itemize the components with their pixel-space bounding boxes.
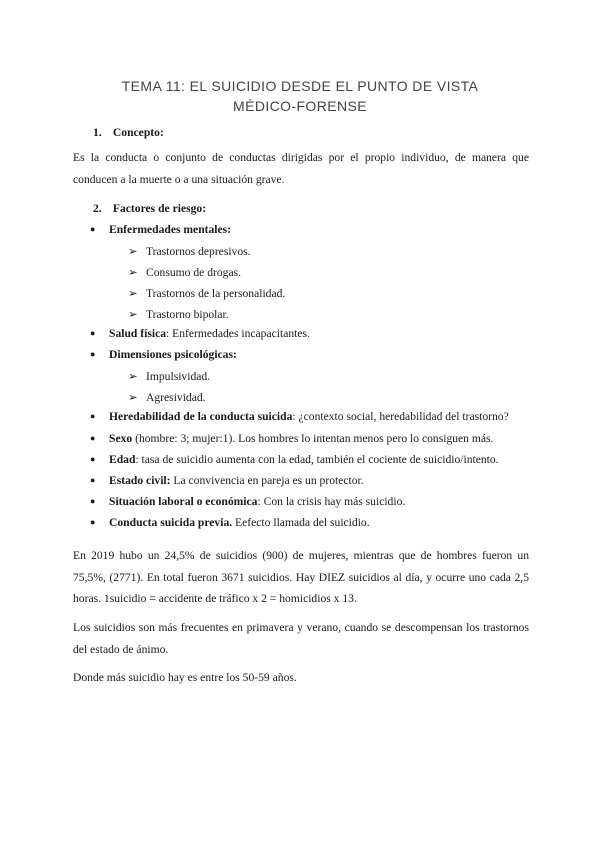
arrow-icon: ➢ [128,370,138,383]
sub-item [128,369,210,383]
concept-paragraph: Es la conducta o conjunto de conductas dirigidas por el propio individuo, de manera que conducen a la muerte o a una situación grave. [73,151,529,186]
arrow-icon: ➢ [128,245,138,258]
statistics-paragraph: En 2019 hubo un 24,5% de suicidios (900) de mujeres, mientras que de hombres fueron un 75,5%, (2771). En total fueron 3671 suicidios. Hay DIEZ suicidios al día, y ocurre uno cada 2,5 horas. 1suicidio = accidente de tráfico x 2 = homicidios x 13. [73,549,529,605]
bullet-mental-illness [90,223,231,236]
sub-item [128,265,241,279]
bullet-psychological [90,348,237,361]
sub-item-text: Trastorno bipolar. [146,308,229,321]
civil-label: Estado civil: [109,474,171,487]
work-label: Situación laboral o económica [109,495,258,508]
sub-item-text: Trastornos depresivos. [146,245,251,258]
sub-item [128,286,285,300]
bullet-previous-behavior [90,516,370,529]
bullet-age [90,453,499,466]
age-text: : tasa de suicidio aumenta con la edad, también el cociente de suicidio/intento. [135,453,499,466]
ages-paragraph: Donde más suicidio hay es entre los 50-59 años. [73,671,297,684]
civil-text: La convivencia en pareja es un protector. [170,474,364,487]
bullet-icon: ● [90,496,96,506]
sex-label: Sexo [109,432,133,445]
bullet-icon: ● [90,517,96,527]
heredity-text: : ¿contexto social, heredabilidad del trastorno? [292,410,509,423]
psych-label: Dimensiones psicológicas: [109,348,237,361]
section-1-title: Concepto: [112,126,164,139]
bullet-icon: ● [90,454,96,464]
section-2-heading [93,202,206,215]
bullet-heredity [90,410,509,423]
bullet-icon: ● [90,411,96,421]
title-line-1: TEMA 11: EL SUICIDIO DESDE EL PUNTO DE VISTA [121,78,479,94]
bullet-icon: ● [90,433,96,443]
section-1-heading [93,126,164,139]
bullet-civil-status [90,474,364,487]
bullet-icon: ● [90,328,96,338]
sub-item-text: Agresividad. [146,391,206,404]
physical-text: : Enfermedades incapacitantes. [166,327,310,340]
section-2-number: 2. [93,202,102,215]
section-1-number: 1. [93,126,102,139]
bullet-icon: ● [90,475,96,485]
heredity-label: Heredabilidad de la conducta suicida [109,410,293,423]
bullet-physical-health [90,327,310,340]
age-label: Edad [109,453,136,466]
sub-item [128,244,251,258]
sub-item-text: Trastornos de la personalidad. [146,287,286,300]
bullet-work-situation [90,495,405,508]
bullet-icon: ● [90,349,96,359]
mental-label: Enfermedades mentales: [109,223,232,236]
arrow-icon: ➢ [128,287,138,300]
arrow-icon: ➢ [128,308,138,321]
arrow-icon: ➢ [128,391,138,404]
arrow-icon: ➢ [128,266,138,279]
document-title [80,76,520,116]
physical-label: Salud física [109,327,167,340]
title-line-2: MÉDICO-FORENSE [233,98,367,114]
previous-text: Eefecto llamada del suicidio. [232,516,370,529]
section-2-title: Factores de riesgo: [112,202,207,215]
work-text: : Con la crisis hay más suicidio. [257,495,406,508]
sex-text: (hombre: 3; mujer:1). Los hombres lo intentan menos pero lo consiguen más. [132,432,494,445]
bullet-sex [90,432,493,445]
sub-item-text: Impulsividad. [146,370,211,383]
seasons-paragraph: Los suicidios son más frecuentes en primavera y verano, cuando se descompensan los trastornos del estado de ánimo. [73,621,529,656]
sub-item [128,390,206,404]
sub-item-text: Consumo de drogas. [146,266,241,279]
bullet-icon: ● [90,224,96,234]
previous-label: Conducta suicida previa. [109,516,233,529]
sub-item [128,307,229,321]
